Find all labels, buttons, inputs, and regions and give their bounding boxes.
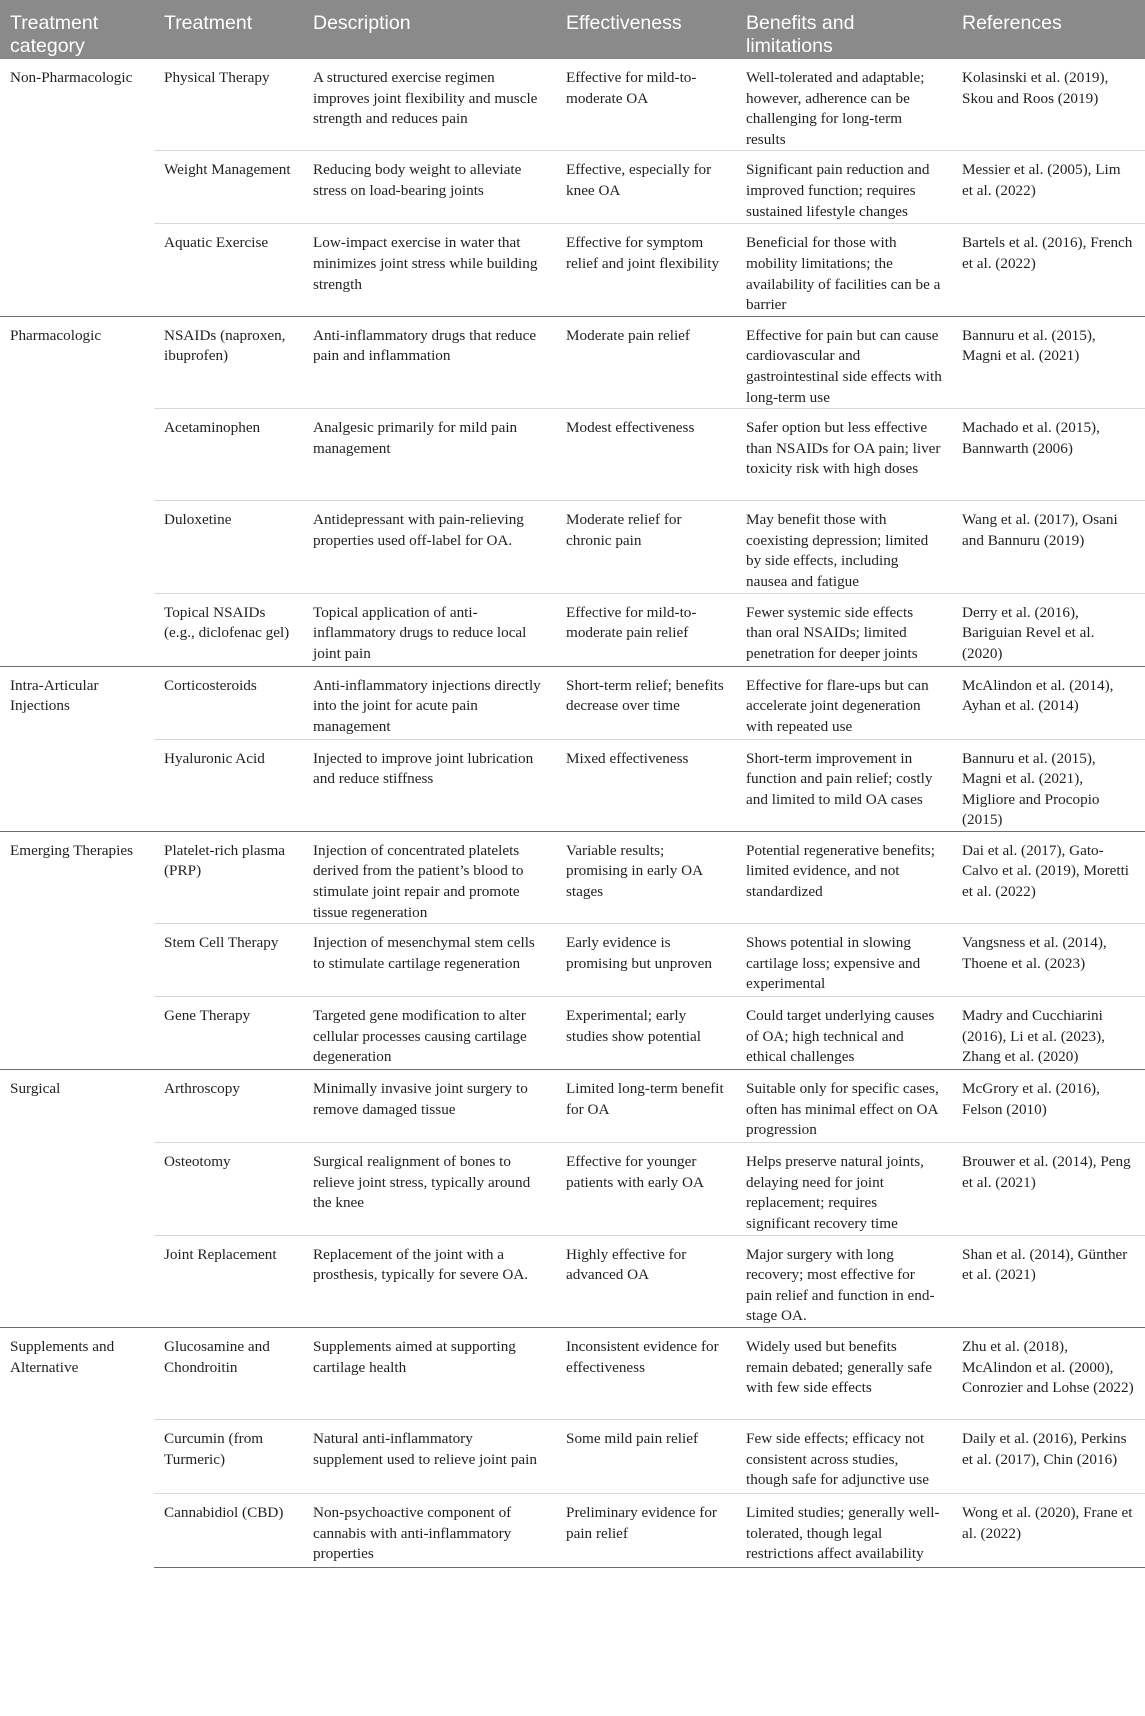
table-row [0, 1235, 1145, 1327]
category-cell: Emerging Therapies [0, 831, 154, 1069]
description-cell: Natural anti-inflammatory supplement used to relieve joint pain [303, 1420, 556, 1494]
treatment-cell: Corticosteroids [154, 666, 303, 739]
benefits-cell: Could target underlying causes of OA; high technical and ethical challenges [736, 997, 952, 1070]
effectiveness-cell: Short-term relief; benefits decrease over time [556, 666, 736, 739]
references-cell: Kolasinski et al. (2019), Skou and Roos (2019) [962, 69, 1109, 107]
description-cell: A structured exercise regimen improves joint flexibility and muscle strength and reduces pain [313, 69, 538, 128]
treatment-cell: Topical NSAIDs (e.g., diclofenac gel) [154, 593, 303, 666]
header-benefits-limitations: Benefits and limitations [736, 0, 952, 59]
table-row [0, 593, 1145, 666]
references-cell: Zhu et al. (2018), McAlindon et al. (2000), Conrozier and Lohse (2022) [952, 1328, 1145, 1420]
benefits-cell: Significant pain reduction and improved function; requires sustained lifestyle changes [736, 151, 952, 224]
references-cell: Wang et al. (2017), Osani and Bannuru (2019) [952, 501, 1145, 593]
table-row [0, 1070, 1145, 1143]
description-cell: Surgical realignment of bones to relieve joint stress, typically around the knee [303, 1143, 556, 1235]
effectiveness-cell: Effective for younger patients with early OA [556, 1143, 736, 1235]
table-row [0, 1420, 1145, 1494]
treatment-cell: Acetaminophen [154, 409, 303, 501]
references-cell: Bannuru et al. (2015), Magni et al. (2021) [952, 316, 1145, 408]
treatment-cell: Arthroscopy [154, 1070, 303, 1143]
references-cell: Derry et al. (2016), Bariguian Revel et al. (2020) [952, 593, 1145, 666]
references-cell: Dai et al. (2017), Gato-Calvo et al. (2019), Moretti et al. (2022) [952, 831, 1145, 923]
references-cell: Madry and Cucchiarini (2016), Li et al. (2023), Zhang et al. (2020) [952, 997, 1145, 1070]
benefits-cell: Major surgery with long recovery; most effective for pain relief and function in end-stage OA. [736, 1235, 952, 1327]
benefits-cell: Well-tolerated and adaptable; however, adherence can be challenging for long-term results [746, 69, 925, 148]
table-row [0, 1143, 1145, 1235]
table-body [0, 59, 1145, 1568]
table-row [0, 831, 1145, 923]
description-cell: Anti-inflammatory injections directly into the joint for acute pain management [303, 666, 556, 739]
description-cell: Low-impact exercise in water that minimizes joint stress while building strength [303, 224, 556, 316]
effectiveness-cell: Modest effectiveness [556, 409, 736, 501]
category-cell: Surgical [0, 1070, 154, 1328]
effectiveness-cell: Early evidence is promising but unproven [556, 924, 736, 997]
category-cell: Supplements and Alternative [0, 1328, 154, 1568]
table-header [0, 0, 1145, 59]
effectiveness-cell: Effective for mild-to-moderate pain relief [556, 593, 736, 666]
effectiveness-cell: Mixed effectiveness [556, 739, 736, 831]
references-cell: Wong et al. (2020), Frane et al. (2022) [952, 1494, 1145, 1568]
table-row [0, 151, 1145, 224]
description-cell: Anti-inflammatory drugs that reduce pain and inflammation [303, 316, 556, 408]
benefits-cell: Effective for flare-ups but can accelerate joint degeneration with repeated use [736, 666, 952, 739]
references-cell: Vangsness et al. (2014), Thoene et al. (2023) [952, 924, 1145, 997]
effectiveness-cell: Experimental; early studies show potential [556, 997, 736, 1070]
table-row [0, 224, 1145, 316]
description-cell: Antidepressant with pain-relieving properties used off-label for OA. [303, 501, 556, 593]
benefits-cell: Helps preserve natural joints, delaying need for joint replacement; requires significant recovery time [736, 1143, 952, 1235]
table-row [0, 1328, 1145, 1420]
table-row [0, 997, 1145, 1070]
description-cell: Minimally invasive joint surgery to remove damaged tissue [303, 1070, 556, 1143]
benefits-cell: Potential regenerative benefits; limited evidence, and not standardized [736, 831, 952, 923]
effectiveness-cell: Moderate pain relief [556, 316, 736, 408]
treatment-cell: Osteotomy [154, 1143, 303, 1235]
header-description: Description [303, 0, 556, 59]
effectiveness-cell: Some mild pain relief [556, 1420, 736, 1494]
effectiveness-cell: Effective for symptom relief and joint flexibility [556, 224, 736, 316]
references-cell: McGrory et al. (2016), Felson (2010) [952, 1070, 1145, 1143]
benefits-cell: May benefit those with coexisting depression; limited by side effects, including nausea and fatigue [736, 501, 952, 593]
header-row [0, 0, 1145, 59]
benefits-cell: Limited studies; generally well-tolerated, though legal restrictions affect availability [736, 1494, 952, 1568]
description-cell: Targeted gene modification to alter cellular processes causing cartilage degeneration [303, 997, 556, 1070]
references-cell: McAlindon et al. (2014), Ayhan et al. (2014) [952, 666, 1145, 739]
references-cell: Bartels et al. (2016), French et al. (2022) [952, 224, 1145, 316]
header-effectiveness: Effectiveness [556, 0, 736, 59]
references-cell: Daily et al. (2016), Perkins et al. (2017), Chin (2016) [952, 1420, 1145, 1494]
treatment-cell: Weight Management [154, 151, 303, 224]
table-row [0, 409, 1145, 501]
benefits-cell: Safer option but less effective than NSAIDs for OA pain; liver toxicity risk with high doses [736, 409, 952, 501]
category-cell: Intra-Articular Injections [0, 666, 154, 831]
benefits-cell: Short-term improvement in function and pain relief; costly and limited to mild OA cases [736, 739, 952, 831]
benefits-cell: Fewer systemic side effects than oral NSAIDs; limited penetration for deeper joints [736, 593, 952, 666]
description-cell: Reducing body weight to alleviate stress on load-bearing joints [303, 151, 556, 224]
treatment-cell: Duloxetine [154, 501, 303, 593]
table-row [0, 739, 1145, 831]
description-cell: Non-psychoactive component of cannabis with anti-inflammatory properties [303, 1494, 556, 1568]
header-treatment: Treatment [154, 0, 303, 59]
benefits-cell: Beneficial for those with mobility limitations; the availability of facilities can be a barrier [736, 224, 952, 316]
benefits-cell: Few side effects; efficacy not consistent across studies, though safe for adjunctive use [736, 1420, 952, 1494]
treatment-cell: Curcumin (from Turmeric) [154, 1420, 303, 1494]
description-cell: Injection of concentrated platelets derived from the patient’s blood to stimulate joint repair and promote tissue regeneration [303, 831, 556, 923]
references-cell: Machado et al. (2015), Bannwarth (2006) [952, 409, 1145, 501]
treatment-cell: NSAIDs (naproxen, ibuprofen) [154, 316, 303, 408]
treatment-cell: Gene Therapy [154, 997, 303, 1070]
treatment-cell: Physical Therapy [164, 69, 270, 86]
treatment-cell: Aquatic Exercise [154, 224, 303, 316]
category-cell: Pharmacologic [0, 316, 154, 666]
description-cell: Injection of mesenchymal stem cells to stimulate cartilage regeneration [303, 924, 556, 997]
references-cell: Brouwer et al. (2014), Peng et al. (2021) [952, 1143, 1145, 1235]
references-cell: Messier et al. (2005), Lim et al. (2022) [952, 151, 1145, 224]
effectiveness-cell: Variable results; promising in early OA stages [556, 831, 736, 923]
header-references: References [952, 0, 1145, 59]
effectiveness-cell: Preliminary evidence for pain relief [556, 1494, 736, 1568]
treatment-cell: Joint Replacement [154, 1235, 303, 1327]
benefits-cell: Shows potential in slowing cartilage loss; expensive and experimental [736, 924, 952, 997]
category-cell: Non-Pharmacologic [10, 69, 133, 86]
treatment-cell: Platelet-rich plasma (PRP) [154, 831, 303, 923]
table-row [0, 59, 1145, 151]
effectiveness-cell: Moderate relief for chronic pain [556, 501, 736, 593]
table-row [0, 316, 1145, 408]
benefits-cell: Widely used but benefits remain debated; generally safe with few side effects [736, 1328, 952, 1420]
table-row [0, 1494, 1145, 1568]
description-cell: Analgesic primarily for mild pain management [303, 409, 556, 501]
references-cell: Shan et al. (2014), Günther et al. (2021) [952, 1235, 1145, 1327]
description-cell: Replacement of the joint with a prosthesis, typically for severe OA. [303, 1235, 556, 1327]
description-cell: Injected to improve joint lubrication and reduce stiffness [303, 739, 556, 831]
effectiveness-cell: Effective for mild-to-moderate OA [566, 69, 697, 107]
benefits-cell: Effective for pain but can cause cardiovascular and gastrointestinal side effects with long-term use [736, 316, 952, 408]
treatment-cell: Stem Cell Therapy [154, 924, 303, 997]
benefits-cell: Suitable only for specific cases, often has minimal effect on OA progression [736, 1070, 952, 1143]
effectiveness-cell: Limited long-term benefit for OA [556, 1070, 736, 1143]
table-row [0, 666, 1145, 739]
treatment-cell: Cannabidiol (CBD) [154, 1494, 303, 1568]
table-row [0, 924, 1145, 997]
table-row [0, 501, 1145, 593]
description-cell: Supplements aimed at supporting cartilage health [303, 1328, 556, 1420]
treatment-cell: Hyaluronic Acid [154, 739, 303, 831]
references-cell: Bannuru et al. (2015), Magni et al. (2021), Migliore and Procopio (2015) [952, 739, 1145, 831]
effectiveness-cell: Highly effective for advanced OA [556, 1235, 736, 1327]
header-treatment-category: Treatment category [0, 0, 154, 59]
effectiveness-cell: Effective, especially for knee OA [556, 151, 736, 224]
description-cell: Topical application of anti-inflammatory drugs to reduce local joint pain [303, 593, 556, 666]
treatment-cell: Glucosamine and Chondroitin [154, 1328, 303, 1420]
effectiveness-cell: Inconsistent evidence for effectiveness [556, 1328, 736, 1420]
